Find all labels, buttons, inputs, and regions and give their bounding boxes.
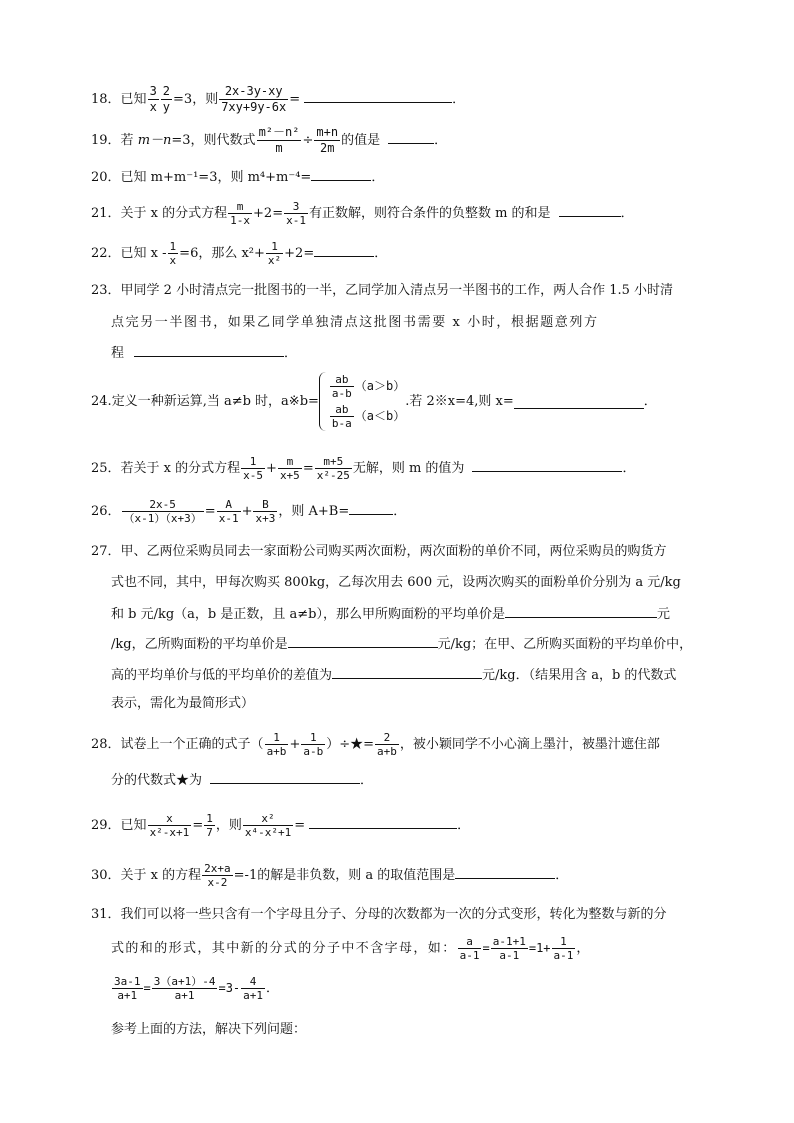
division-sign: ÷	[302, 133, 314, 148]
question-number: 18．	[91, 92, 121, 107]
fraction: $\frac{4}{a+1}$	[243, 975, 264, 1002]
question-text: =-1的解是非负数，则 a 的取值范围是	[233, 868, 456, 883]
question-number: 24.	[91, 393, 112, 409]
question-text: 已知 x -	[120, 246, 167, 261]
question-number: 30．	[91, 868, 121, 883]
question-text: =3-	[218, 981, 241, 995]
period: ．	[434, 133, 448, 148]
question-number: 26．	[91, 504, 121, 519]
question-20	[91, 166, 714, 188]
question-21	[91, 200, 714, 227]
answer-blank[interactable]	[349, 500, 393, 515]
case-1	[329, 373, 405, 400]
question-text: 已知	[120, 818, 147, 833]
question-27-line6	[111, 694, 714, 714]
fraction: $\frac{m}{x+5}$	[279, 455, 300, 482]
question-text: 无解，则 m 的值为	[352, 461, 465, 476]
question-23-line2	[111, 313, 714, 333]
question-18	[91, 84, 714, 115]
question-text: 和 b 元/kg（a，b 是正数，且 a≠b），那么甲所购面粉的平均单价是	[111, 607, 505, 622]
question-29	[91, 812, 714, 839]
question-text: 元/kg．（结果用含 a，b 的代数式	[482, 668, 677, 683]
answer-blank[interactable]	[314, 242, 374, 257]
question-text: =6，那么 x²+	[179, 246, 265, 261]
period: ．	[620, 206, 634, 221]
fraction: $\frac{2x+a}{x-2}$	[204, 862, 231, 889]
fraction: $\frac{\text{m²－n²}}{m}$	[258, 125, 300, 155]
period: ．	[393, 504, 407, 519]
equals-sign: =	[192, 818, 204, 833]
period: ．	[374, 246, 388, 261]
question-text: 我们可以将一些只含有一个字母且分子、分母的次数都为一次的分式变形，转化为整数与新的分	[120, 907, 667, 922]
question-31-line3	[111, 975, 714, 1002]
question-25	[91, 455, 714, 482]
equals-sign: =	[294, 818, 306, 833]
fraction: $\frac{\text{x²}}{\text{x⁴-x²+1}}$	[244, 812, 292, 839]
question-number: 19．	[91, 133, 121, 148]
fraction: $\frac{3}{x}$	[149, 84, 157, 114]
question-text: =1+	[528, 941, 551, 955]
answer-blank[interactable]	[559, 202, 621, 217]
fraction: $\frac{3a-1}{a+1}$	[114, 975, 141, 1002]
answer-blank[interactable]	[210, 769, 360, 784]
question-text: 若关于 x 的分式方程	[120, 461, 241, 476]
fraction: $\frac{m+n}{2m}$	[316, 125, 339, 155]
answer-blank[interactable]	[311, 166, 371, 181]
question-text: ，则	[215, 818, 242, 833]
question-26	[91, 498, 714, 525]
question-number: 28．	[91, 737, 121, 752]
question-text: 已知	[120, 92, 147, 107]
period: ．	[643, 393, 657, 409]
question-text: 的值是	[341, 133, 381, 148]
question-text: 定义一种新运算,当 a≠b 时，a※b=	[111, 393, 319, 409]
question-23	[91, 281, 714, 301]
question-number: 29．	[91, 818, 121, 833]
question-text: 分的代数式★为	[111, 773, 203, 788]
fraction: $\frac{1}{x}$	[169, 240, 177, 267]
answer-blank[interactable]	[472, 457, 622, 472]
question-text: 若	[120, 133, 138, 148]
period: ．	[622, 461, 636, 476]
fraction: $\frac{m}{1-x}$	[230, 200, 251, 227]
question-27-line3	[111, 603, 714, 625]
fraction: $\frac{2x-5}{(x-1)(x+3)}$	[123, 498, 202, 525]
question-text: +2=	[253, 206, 284, 221]
question-31-line4	[111, 1020, 714, 1040]
period: ．	[360, 773, 374, 788]
equals-sign: =	[302, 461, 314, 476]
question-text: 元	[656, 607, 670, 622]
fraction: $\frac{ab}{a-b}$	[331, 373, 352, 400]
fraction: $\frac{1}{7}$	[206, 812, 213, 839]
question-text: +2=	[284, 246, 315, 261]
question-text: 试卷上一个正确的式子（	[120, 737, 264, 752]
question-number: 22．	[91, 246, 121, 261]
question-text: .若 2※x=4,则 x=	[405, 393, 514, 409]
question-text: =3，则	[173, 92, 219, 107]
question-text: ，则 A+B=	[278, 504, 350, 519]
answer-blank[interactable]	[514, 394, 644, 409]
question-27	[91, 542, 714, 562]
plus-sign: +	[266, 461, 277, 476]
question-text: 参考上面的方法，解决下列问题：	[111, 1022, 307, 1037]
brace-icon	[319, 372, 327, 431]
equals-sign: =	[204, 504, 216, 519]
question-text: 元/kg；在甲、乙所购买面粉的平均单价中，	[437, 637, 693, 652]
answer-blank[interactable]	[455, 864, 555, 879]
fraction: $\frac{1}{a-b}$	[303, 731, 324, 758]
question-text: 式也不同，其中，甲每次购买 800kg，乙每次用去 600 元，设两次购买的面粉单价分别为 a 元/kg	[111, 575, 681, 590]
case-condition: （a＞b）	[354, 379, 406, 393]
fraction: $\frac{3}{x-1}$	[286, 200, 306, 227]
equals-sign: =	[482, 941, 490, 955]
fraction: $\frac{m+5}{\text{x²-25}}$	[316, 455, 350, 482]
fraction: $\frac{2x-3y-xy}{7xy+9y-6x}$	[221, 84, 287, 114]
question-text: 已知 m+m⁻¹=3，则 m⁴+m⁻⁴=	[120, 170, 312, 185]
question-text: 式的和的形式，其中新的分式的分子中不含字母，如：	[111, 941, 457, 956]
question-text: /kg，乙所购面粉的平均单价是	[111, 637, 288, 652]
question-24	[91, 370, 714, 433]
answer-blank[interactable]	[304, 88, 452, 103]
question-text: ，被小颖同学不小心滴上墨汁，被墨汁遮住部	[399, 737, 660, 752]
fraction: $\frac{1}{x-5}$	[243, 455, 264, 482]
equals-sign: =	[289, 92, 301, 107]
piecewise-definition	[319, 370, 405, 433]
fraction: $\frac{B}{x+3}$	[255, 498, 276, 525]
answer-blank[interactable]	[388, 129, 434, 144]
question-number: 31．	[91, 907, 121, 922]
question-number: 21．	[91, 206, 121, 221]
period: ．	[555, 868, 569, 883]
question-number: 27．	[91, 544, 121, 559]
question-text: 甲同学 2 小时清点完一批图书的一半，乙同学加入清点另一半图书的工作，两人合作 1.5 小时清	[120, 283, 674, 298]
question-text: 有正数解，则符合条件的负整数 m 的和是	[308, 206, 551, 221]
question-28	[91, 731, 714, 758]
period: ．	[452, 92, 466, 107]
period: ．	[284, 346, 298, 361]
answer-blank[interactable]	[288, 633, 438, 648]
question-text: 甲、乙两位采购员同去一家面粉公司购买两次面粉，两次面粉的单价不同，两位采购员的购货方	[120, 544, 667, 559]
answer-blank[interactable]	[309, 814, 457, 829]
fraction: $\frac{2}{a+b}$	[377, 731, 397, 758]
question-text: 高的平均单价与低的平均单价的差值为	[111, 668, 333, 683]
question-27-line4	[111, 633, 714, 655]
question-28-line2	[111, 769, 714, 791]
case-2	[329, 403, 405, 430]
question-31	[91, 905, 714, 925]
question-22	[91, 240, 714, 267]
question-text: 程	[111, 346, 125, 361]
question-number: 23．	[91, 283, 121, 298]
question-text: m－n	[137, 133, 172, 148]
fraction: $\frac{2}{y}$	[162, 84, 171, 114]
fraction: $\frac{1}{a-1}$	[553, 935, 574, 962]
fraction: $\frac{A}{x-1}$	[218, 498, 239, 525]
period: ．	[266, 981, 280, 996]
fraction: $\frac{1}{a+b}$	[266, 731, 287, 758]
question-number: 25．	[91, 461, 121, 476]
fraction: $\frac{a}{a-1}$	[459, 935, 480, 962]
answer-blank[interactable]	[332, 664, 482, 679]
question-text: 点完另一半图书，如果乙同学单独清点这批图书需要 x 小时，根据题意列方	[111, 315, 599, 330]
answer-blank[interactable]	[134, 342, 284, 357]
question-27-line2	[111, 573, 714, 593]
question-27-line5	[111, 664, 714, 686]
fraction: $\frac{a-1+1}{a-1}$	[492, 935, 526, 962]
question-text: 关于 x 的分式方程	[120, 206, 228, 221]
equals-sign: =	[143, 981, 151, 995]
case-condition: （a＜b）	[354, 409, 406, 423]
question-text: 关于 x 的方程	[120, 868, 202, 883]
question-30	[91, 862, 714, 889]
fraction: $\frac{1}{\text{x²}}$	[267, 240, 282, 267]
period: ．	[457, 818, 471, 833]
fraction: $\frac{3(a+1)-4}{a+1}$	[153, 975, 216, 1002]
fraction: $\frac{ab}{b-a}$	[331, 403, 352, 430]
question-31-line2	[111, 935, 714, 962]
plus-sign: +	[241, 504, 253, 519]
question-text: ）÷★=	[326, 737, 375, 752]
question-23-line3	[111, 342, 714, 364]
period: ．	[371, 170, 385, 185]
question-number: 20．	[91, 170, 121, 185]
answer-blank[interactable]	[505, 603, 657, 618]
comma: ，	[576, 941, 591, 956]
question-text: 表示，需化为最简形式）	[111, 696, 255, 711]
question-19	[91, 125, 714, 156]
fraction: $\frac{x}{\text{x²-x+1}}$	[149, 812, 190, 839]
question-text: =3，则代数式	[171, 133, 256, 148]
plus-sign: +	[289, 737, 301, 752]
